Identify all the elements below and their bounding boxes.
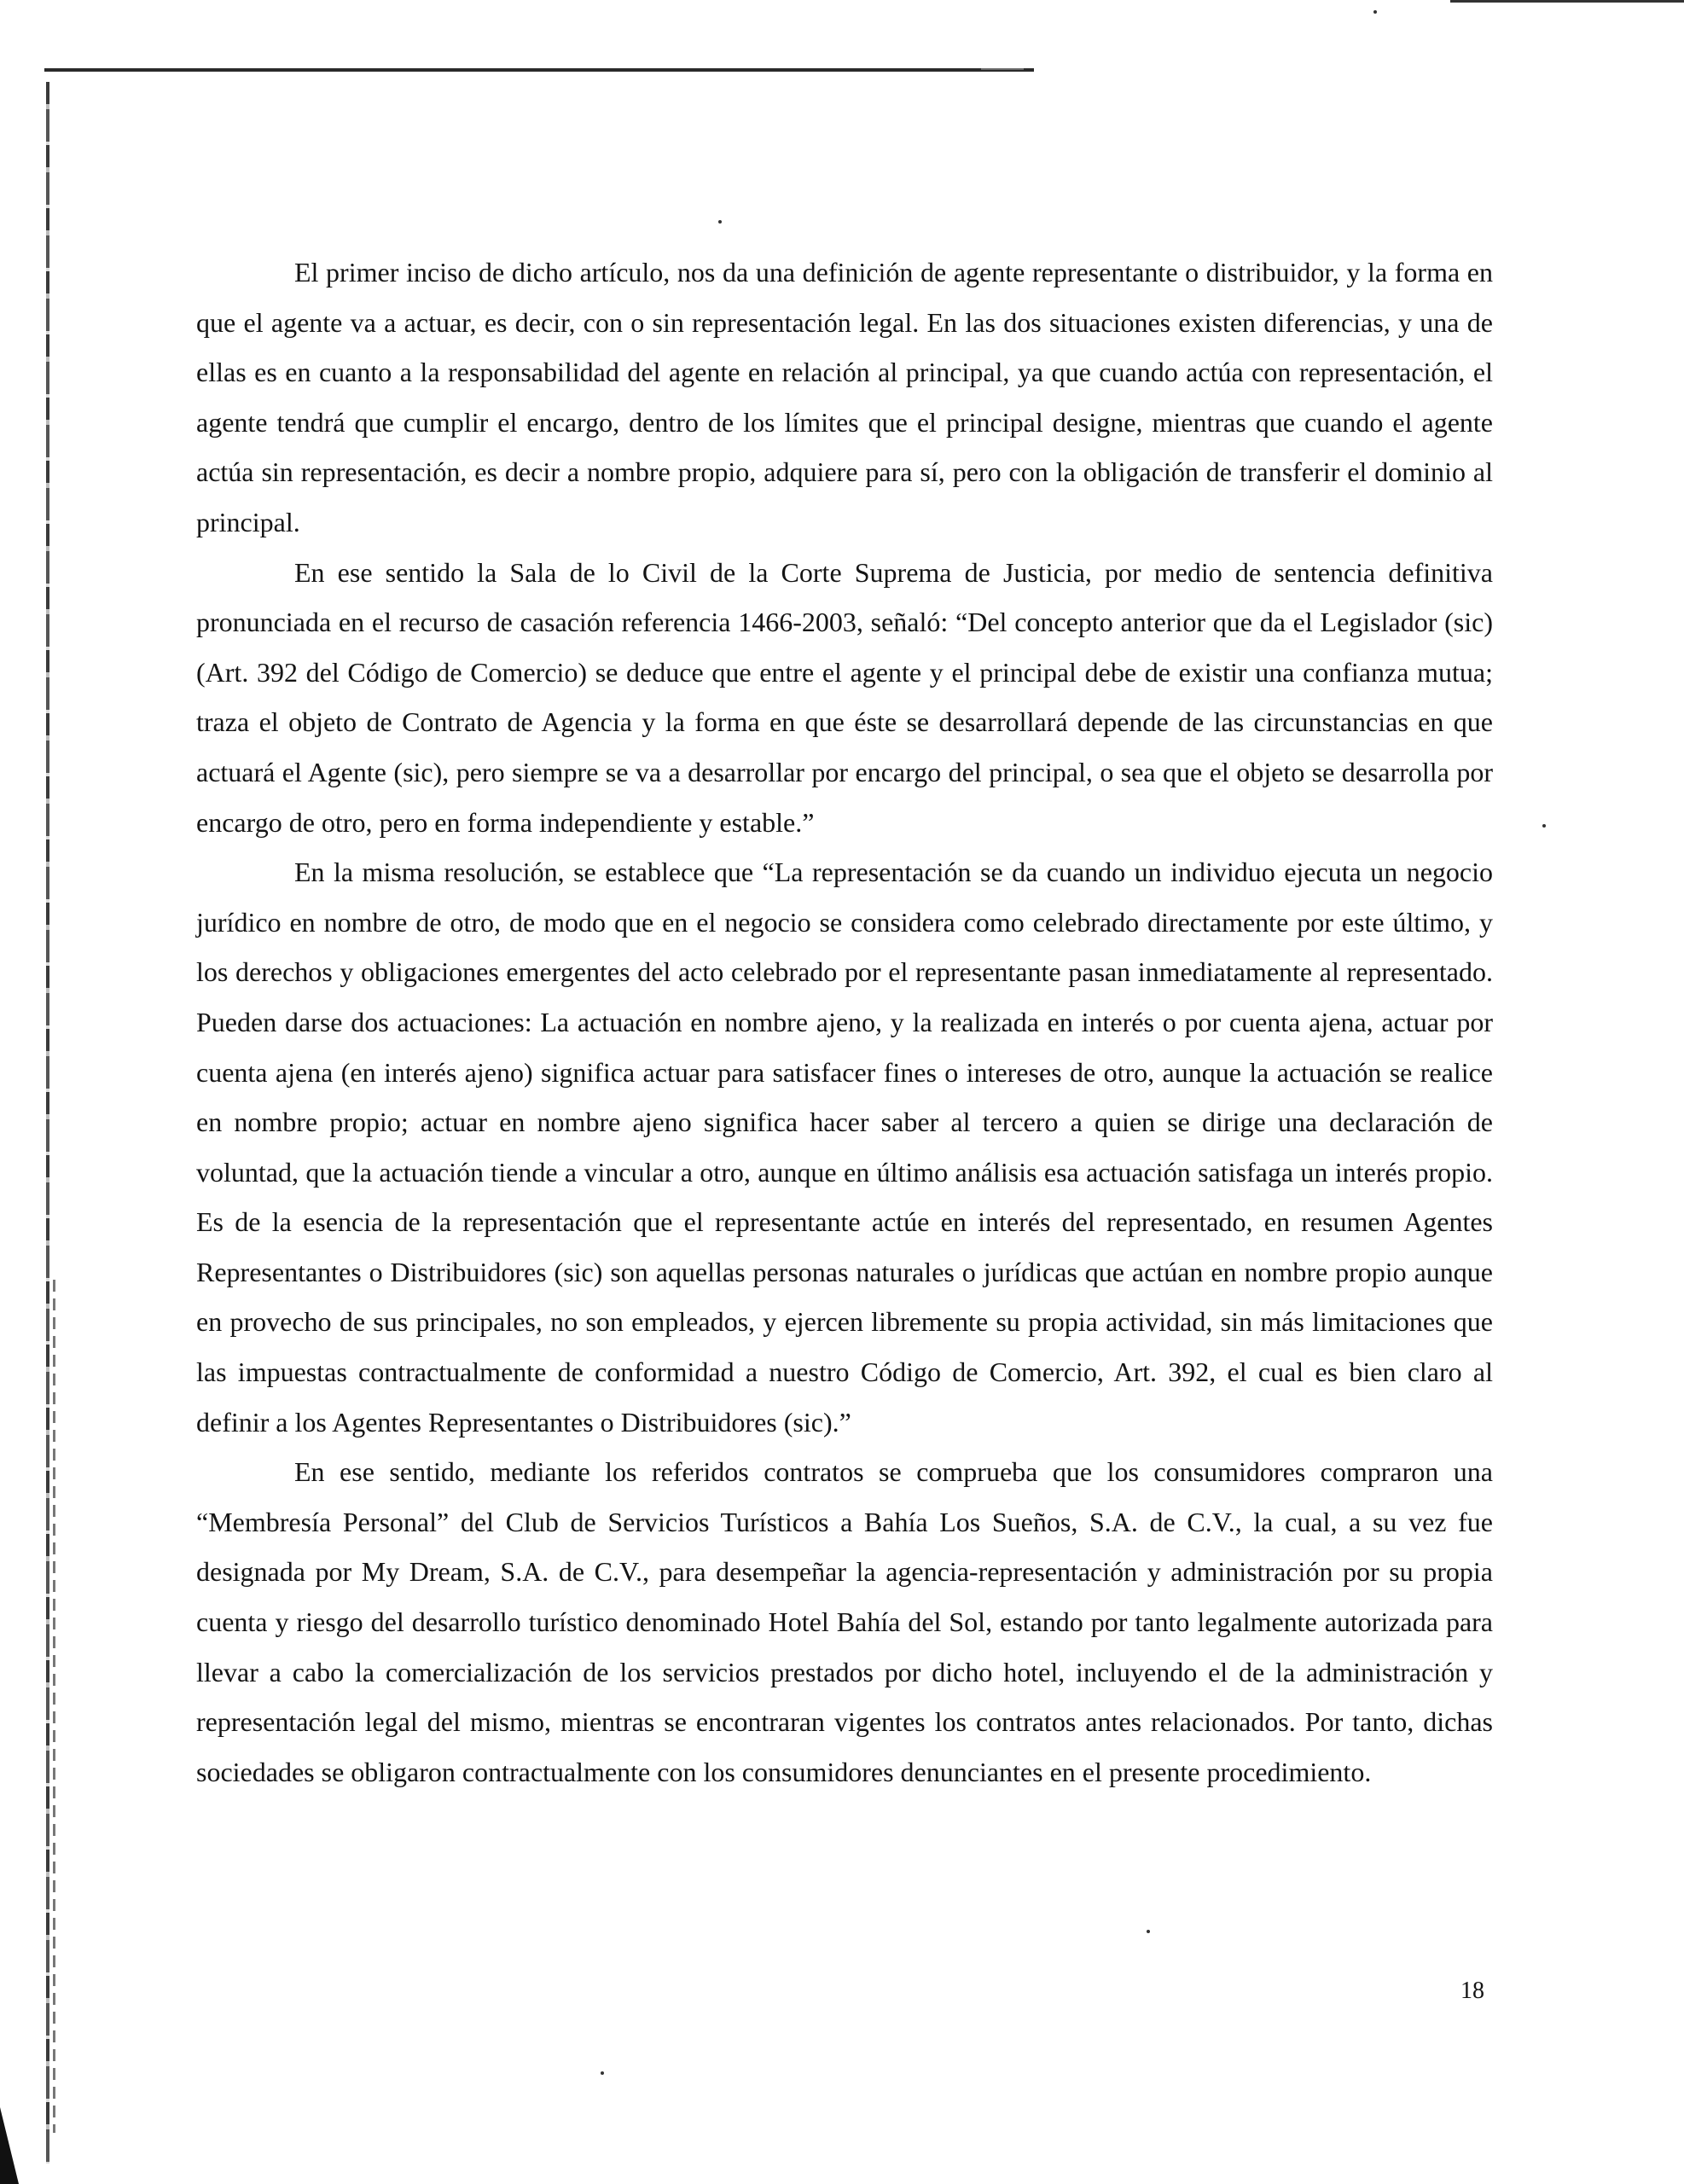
paragraph-representation: En la misma resolución, se establece que “La representación se da cuando un individuo ejecuta un negocio jurídico en nombre de otro, de modo que en el negocio se considera como celebrado directamente por este último, y los derechos y obligaciones emergentes del acto celebrado por el representante pasan inmediatamente al representado. Pueden darse dos actuaciones: La actuación en nombre ajeno, y la realizada en interés o por cuenta ajena, actuar por cuenta ajena (en interés ajeno) significa actuar para satisfacer fines o intereses de otro, aunque la actuación se realice en nombre propio; actuar en nombre ajeno significa hacer saber al tercero a quien se dirige una declaración de voluntad, que la actuación tiende a vincular a otro, aunque en último análisis esa actuación satisfaga un interés propio. Es de la esencia de la representación que el representante actúe en interés del representado, en resumen Agentes Representantes o Distribuidores (sic) son aquellas personas naturales o jurídicas que actúan en nombre propio aunque en provecho de sus principales, no son empleados, y ejercen libremente su propia actividad, sin más limitaciones que las impuestas contractualmente de conformidad a nuestro Código de Comercio, Art. 392, el cual es bien claro al definir a los Agentes Representantes o Distribuidores (sic).”	[196, 857, 1493, 1438]
paragraph-agent-definition: El primer inciso de dicho artículo, nos da una definición de agente representante o distribuidor, y la forma en que el agente va a actuar, es decir, con o sin representación legal. En las dos situaciones existen diferencias, y una de ellas es en cuanto a la responsabilidad del agente en relación al principal, ya que cuando actúa con representación, el agente tendrá que cumplir el encargo, dentro de los límites que el principal designe, mientras que cuando el agente actúa sin representación, es decir a nombre propio, adquiere para sí, pero con la obligación de transferir el dominio al principal.	[196, 257, 1493, 537]
scan-speck	[718, 220, 722, 224]
scan-artifact-top-rule-tail	[981, 68, 1024, 70]
scan-artifact-left-edge-secondary	[53, 1280, 55, 2133]
scan-artifact-left-edge	[46, 82, 49, 2164]
scan-artifact-top-right	[1450, 0, 1684, 3]
scan-speck	[1542, 824, 1546, 828]
scan-speck	[601, 2071, 604, 2075]
document-body	[196, 247, 1493, 1797]
page-number: 18	[1460, 1978, 1484, 2004]
scan-artifact-corner	[0, 2107, 19, 2184]
scan-speck	[1147, 1930, 1150, 1933]
scan-speck	[1373, 10, 1377, 14]
paragraph-contracts: En ese sentido, mediante los referidos contratos se comprueba que los consumidores compraron una “Membresía Personal” del Club de Servicios Turísticos a Bahía Los Sueños, S.A. de C.V., la cual, a su vez fue designada por My Dream, S.A. de C.V., para desempeñar la agencia-representación y administración por su propia cuenta y riesgo del desarrollo turístico denominado Hotel Bahía del Sol, estando por tanto legalmente autorizada para llevar a cabo la comercialización de los servicios prestados por dicho hotel, incluyendo el de la administración y representación legal del mismo, mientras se encontraran vigentes los contratos antes relacionados. Por tanto, dichas sociedades se obligaron contractualmente con los consumidores denunciantes en el presente procedimiento.	[196, 1456, 1493, 1787]
paragraph-supreme-court-ruling: En ese sentido la Sala de lo Civil de la Corte Suprema de Justicia, por medio de sentencia definitiva pronunciada en el recurso de casación referencia 1466-2003, señaló: “Del concepto anterior que da el Legislador (sic) (Art. 392 del Código de Comercio) se deduce que entre el agente y el principal debe de existir una confianza mutua; traza el objeto de Contrato de Agencia y la forma en que éste se desarrollará depende de las circunstancias en que actuará el Agente (sic), pero siempre se va a desarrollar por encargo del principal, o sea que el objeto se desarrolla por encargo de otro, pero en forma independiente y estable.”	[196, 556, 1493, 838]
scan-artifact-top-rule	[44, 68, 1034, 72]
